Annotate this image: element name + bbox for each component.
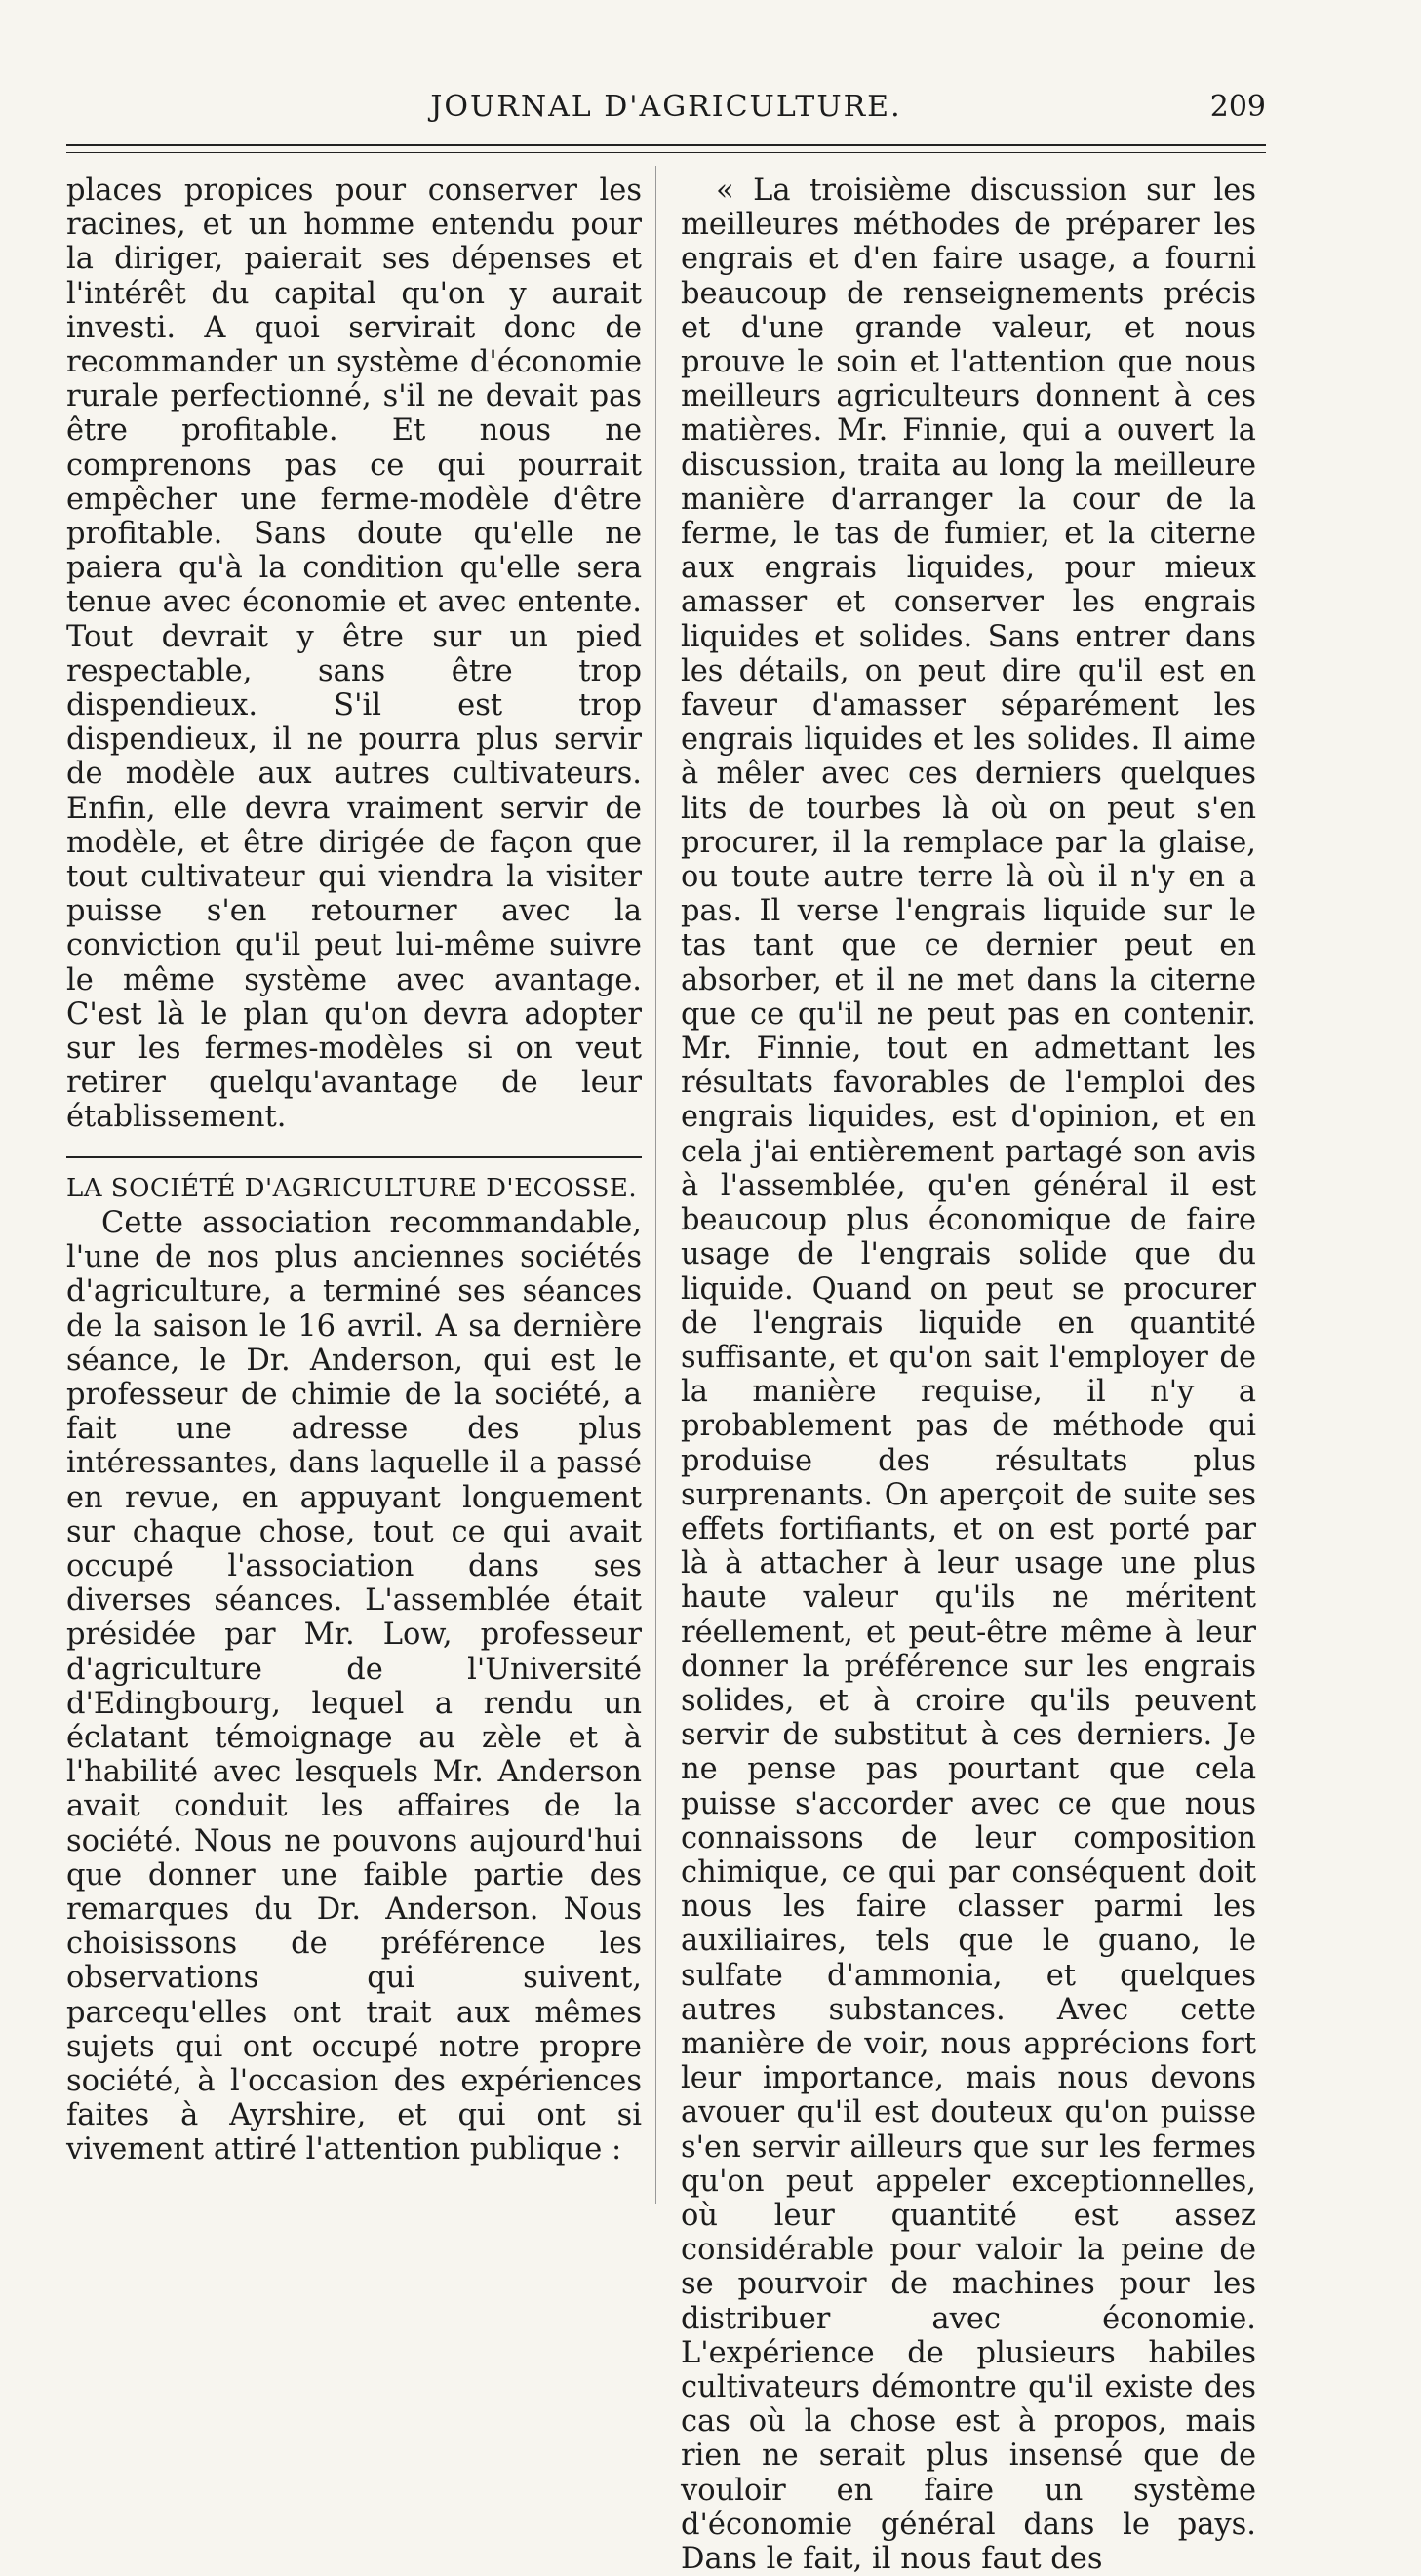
header-rule [66, 144, 1266, 153]
left-column [66, 174, 642, 2167]
left-paragraph-2: Cette association recommandable, l'une de nos plus anciennes sociétés d'agriculture, a terminé ses séances de la saison le 16 avril. A sa dernière séance, le Dr. Anderson, qui est le professeur de chimie de la société, a fait une adresse des plus intéressantes, dans laquelle il a passé en revue, en appuyant longuement sur chaque chose, tout ce qui avait occupé l'association dans ses diverses séances. L'assemblée était présidée par Mr. Low, professeur d'agriculture de l'Université d'Edingbourg, lequel a rendu un éclatant témoignage au zèle et à l'habilité avec lesquels Mr. Anderson avait conduit les affaires de la société. Nous ne pouvons aujourd'hui que donner une faible partie des remarques du Dr. Anderson. Nous choisissons de préférence les observations qui suivent, parcequ'elles ont trait aux mêmes sujets qui ont occupé notre propre société, à l'occasion des expériences faites à Ayrshire, et qui ont si vivement attiré l'attention publique : [66, 1205, 642, 2167]
page-number: 209 [1209, 90, 1266, 124]
right-paragraph-1: « La troisième discussion sur les meilleures méthodes de préparer les engrais et d'en faire usage, a fourni beaucoup de renseignements précis et d'une grande valeur, et nous prouve le soin et l'attention que nous meilleurs agriculteurs donnent à ces matières. Mr. Finnie, qui a ouvert la discussion, traita au long la meilleure manière d'arranger la cour de la ferme, le tas de fumier, et la citerne aux engrais liquides, pour mieux amasser et conserver les engrais liquides et solides. Sans entrer dans les détails, on peut dire qu'il est en faveur d'amasser séparément les engrais liquides et les solides. Il aime à mêler avec ces derniers quelques lits de tourbes là où on peut s'en procurer, il la remplace par la glaise, ou toute autre terre là où il n'y en a pas. Il verse l'engrais liquide sur le tas tant que ce dernier peut en absorber, et il ne met dans la citerne que ce qu'il ne peut pas en contenir. Mr. Finnie, tout en admettant les résultats favorables de l'emploi des engrais liquides, est d'opinion, et en cela j'ai entièrement partagé son avis à l'assemblée, qu'en général il est beaucoup plus économique de faire usage de l'engrais solide que du liquide. Quand on peut se procurer de l'engrais liquide en quantité suffisante, et qu'on sait l'employer de la manière requise, il n'y a probablement pas de méthode qui produise des résultats plus surprenants. On aperçoit de suite ses effets fortifiants, et on est porté par là à attacher à leur usage une plus haute valeur qu'ils ne méritent réellement, et peut-être même à leur donner la préférence sur les engrais solides, et à croire qu'ils peuvent servir de substitut à ces derniers. Je ne pense pas pourtant que cela puisse s'accorder avec ce que nous connaissons de leur composition chimique, ce qui par conséquent doit nous les faire classer parmi les auxiliaires, tels que le guano, le sulfate d'ammonia, et quelques autres substances. Avec cette manière de voir, nous apprécions fort leur importance, mais nous devons avouer qu'il est douteux qu'on puisse s'en servir ailleurs que sur les fermes qu'on peut appeler exceptionnelles, où leur quantité est assez considérable pour valoir la peine de se pourvoir de machines pour les distribuer avec économie. L'expérience de plusieurs habiles cultivateurs démontre qu'il existe des cas où la chose est à propos, mais rien ne serait plus insensé que de vouloir en faire un système d'économie général dans le pays. Dans le fait, il nous faut des [681, 174, 1256, 2576]
page-header [66, 90, 1266, 138]
right-column [681, 174, 1256, 2576]
left-paragraph-1: places propices pour conserver les racines, et un homme entendu pour la diriger, paierait ses dépenses et l'intérêt du capital qu'on y aurait investi. A quoi servirait donc de recommander un système d'économie rurale perfectionné, s'il ne devait pas être profitable. Et nous ne comprenons pas ce qui pourrait empêcher une ferme-modèle d'être profitable. Sans doute qu'elle ne paiera qu'à la condition qu'elle sera tenue avec économie et avec entente. Tout devrait y être sur un pied respectable, sans être trop dispendieux. S'il est trop dispendieux, il ne pourra plus servir de modèle aux autres cultivateurs. Enfin, elle devra vraiment servir de modèle, et être dirigée de façon que tout cultivateur qui viendra la visiter puisse s'en retourner avec la conviction qu'il peut lui-même suivre le même système avec avantage. C'est là le plan qu'on devra adopter sur les fermes-modèles si on veut retirer quelqu'avantage de leur établissement. [66, 174, 642, 1135]
section-heading: LA SOCIÉTÉ D'AGRICULTURE D'ECOSSE. [66, 1173, 638, 1203]
running-head: JOURNAL D'AGRICULTURE. [430, 90, 902, 124]
section-divider [66, 1156, 642, 1158]
column-divider [655, 166, 656, 2204]
